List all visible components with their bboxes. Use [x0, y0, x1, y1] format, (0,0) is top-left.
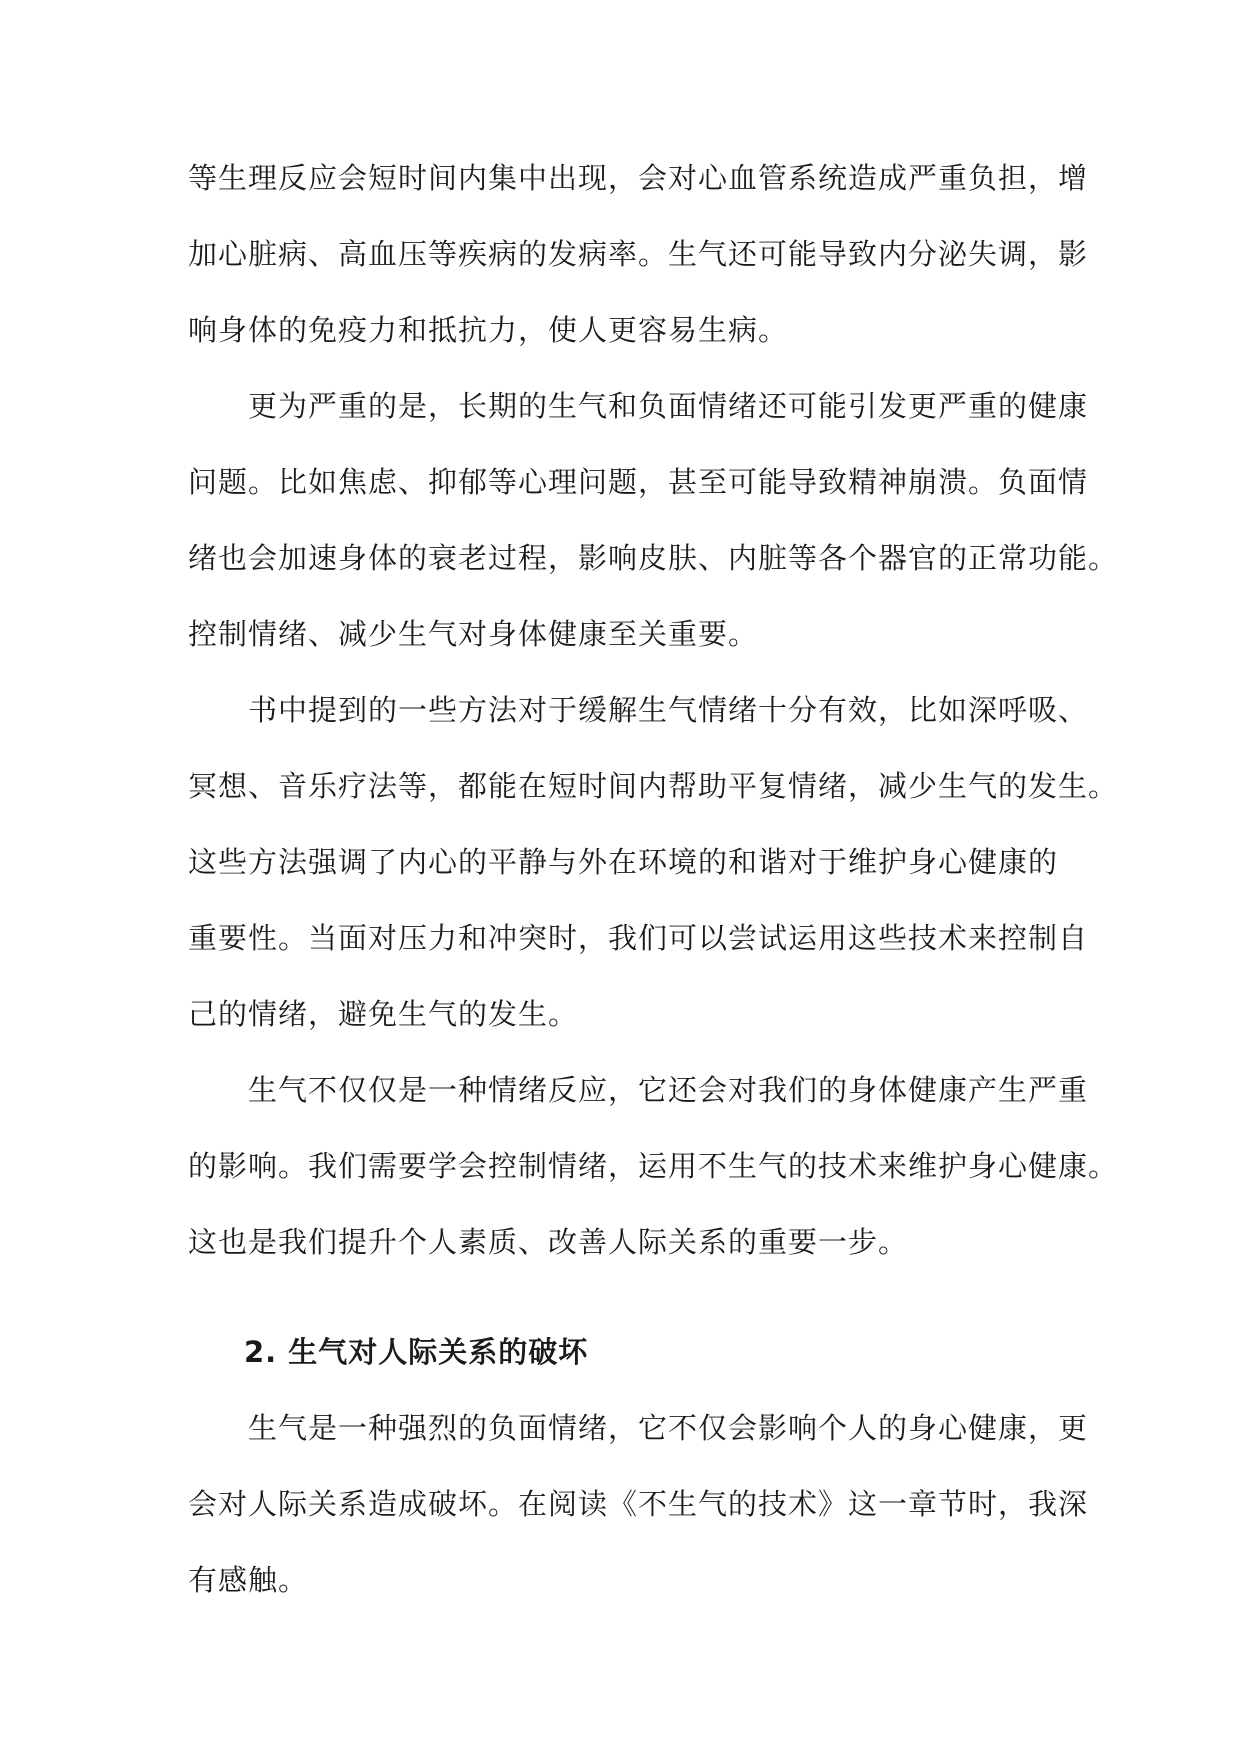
text-line: 书中提到的一些方法对于缓解生气情绪十分有效，比如深呼吸、 — [248, 693, 1089, 727]
text-line: 重要性。当面对压力和冲突时，我们可以尝试运用这些技术来控制自 — [188, 921, 1089, 955]
section-heading: 2. 生气对人际关系的破坏 — [244, 1335, 589, 1369]
text-line: 响身体的免疫力和抵抗力，使人更容易生病。 — [188, 313, 789, 347]
text-line: 有感触。 — [188, 1563, 309, 1597]
text-line: 加心脏病、高血压等疾病的发病率。生气还可能导致内分泌失调，影 — [188, 237, 1089, 271]
text-line: 问题。比如焦虑、抑郁等心理问题，甚至可能导致精神崩溃。负面情 — [188, 465, 1089, 499]
text-line: 会对人际关系造成破坏。在阅读《不生气的技术》这一章节时，我深 — [188, 1487, 1089, 1521]
document-body — [188, 140, 1119, 1618]
text-line: 生气是一种强烈的负面情绪，它不仅会影响个人的身心健康，更 — [248, 1411, 1089, 1445]
text-line: 己的情绪，避免生气的发生。 — [188, 997, 579, 1031]
text-line: 更为严重的是，长期的生气和负面情绪还可能引发更严重的健康 — [248, 389, 1089, 423]
text-line: 控制情绪、减少生气对身体健康至关重要。 — [188, 617, 759, 651]
text-line: 这也是我们提升个人素质、改善人际关系的重要一步。 — [188, 1225, 909, 1259]
text-line: 的影响。我们需要学会控制情绪，运用不生气的技术来维护身心健康。 — [188, 1149, 1119, 1183]
text-line: 生气不仅仅是一种情绪反应，它还会对我们的身体健康产生严重 — [248, 1073, 1089, 1107]
text-line: 这些方法强调了内心的平静与外在环境的和谐对于维护身心健康的 — [188, 845, 1059, 879]
paragraph — [188, 140, 1089, 368]
text-line: 冥想、音乐疗法等，都能在短时间内帮助平复情绪，减少生气的发生。 — [188, 769, 1119, 803]
paragraph — [188, 368, 1119, 672]
paragraph — [188, 1390, 1089, 1618]
text-line: 等生理反应会短时间内集中出现，会对心血管系统造成严重负担，增 — [188, 161, 1089, 195]
paragraph — [188, 672, 1119, 1052]
text-line: 绪也会加速身体的衰老过程，影响皮肤、内脏等各个器官的正常功能。 — [188, 541, 1119, 575]
paragraph — [188, 1052, 1119, 1280]
